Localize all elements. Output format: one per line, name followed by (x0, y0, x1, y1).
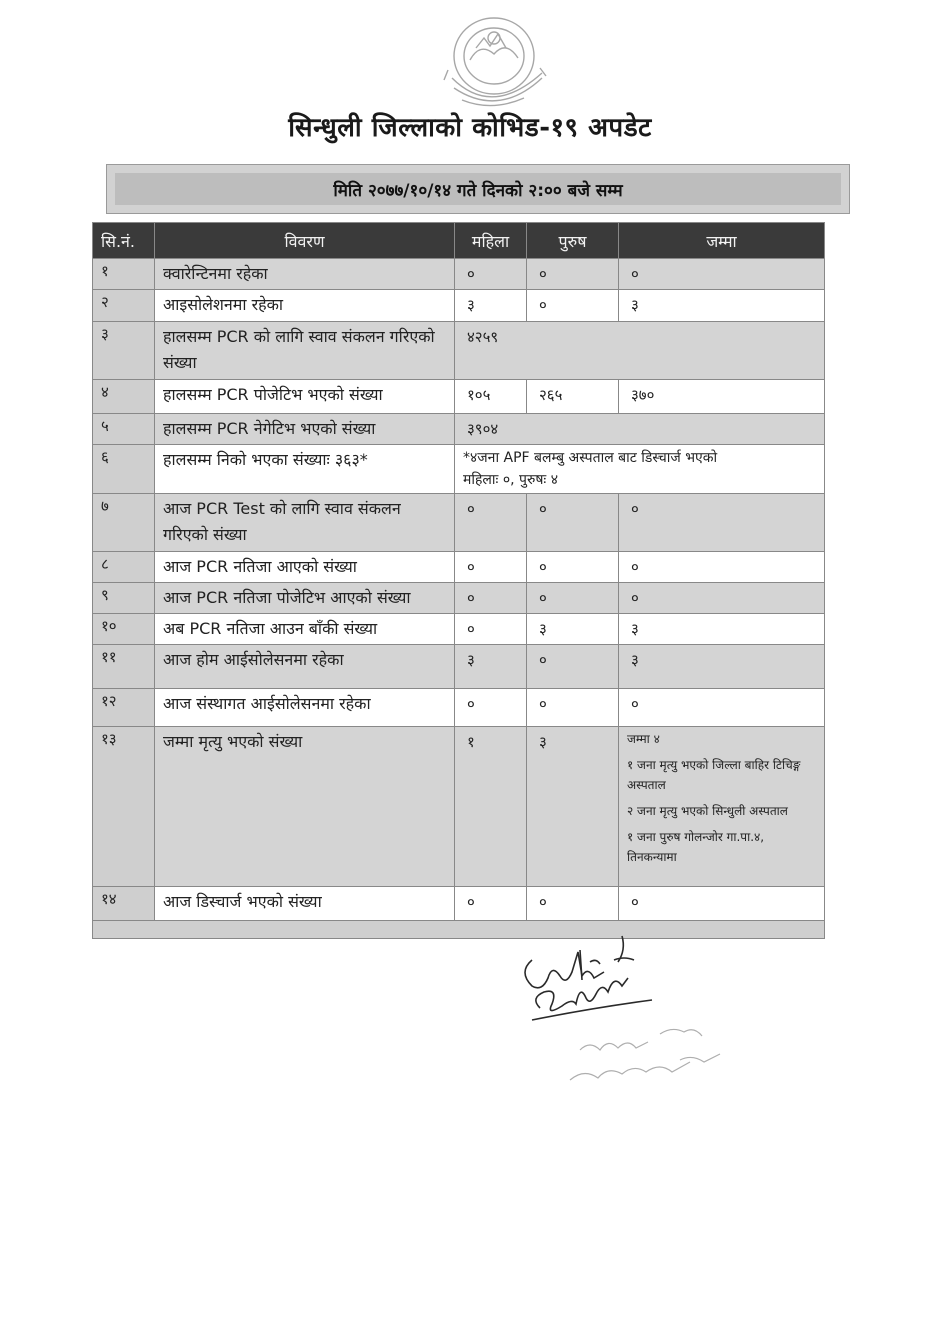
table-row (93, 290, 825, 322)
date-line: मिति २०७७/१०/१४ गते दिनको २:०० बजे सम्म (115, 173, 841, 205)
row-female: ० (455, 259, 527, 290)
row-female: ० (455, 887, 527, 921)
row-total: ३ (619, 614, 825, 645)
row-description: जम्मा मृत्यु भएको संख्या (155, 727, 455, 887)
row-sn: १४ (93, 887, 155, 921)
row-total: ३ (619, 645, 825, 689)
table-row (93, 259, 825, 290)
row-female: ३ (455, 290, 527, 322)
table-row (93, 322, 825, 380)
row-sn: ७ (93, 494, 155, 552)
row-total: ० (619, 583, 825, 614)
table-row (93, 614, 825, 645)
row-total: ० (619, 689, 825, 727)
death-note: १ जना पुरुष गोलन्जोर गा.पा.४, तिनकन्यामा (627, 830, 765, 864)
table-row (93, 552, 825, 583)
table-row (93, 727, 825, 887)
row-female: ० (455, 583, 527, 614)
row-male: ० (527, 645, 619, 689)
row-description: अब PCR नतिजा आउन बाँकी संख्या (155, 614, 455, 645)
row-sn: ४ (93, 380, 155, 414)
table-row (93, 583, 825, 614)
row-total: ० (619, 552, 825, 583)
row-value: ३९०४ (455, 414, 825, 445)
row-male: ३ (527, 727, 619, 887)
row-male: ० (527, 689, 619, 727)
row-female: ० (455, 614, 527, 645)
row-female: १०५ (455, 380, 527, 414)
table-row (93, 689, 825, 727)
government-seal-icon (432, 8, 562, 118)
row-female: ० (455, 552, 527, 583)
covid-stats-table (92, 222, 825, 939)
row-total: ० (619, 494, 825, 552)
row-male: ० (527, 259, 619, 290)
header-sn: सि.नं. (93, 223, 155, 259)
row-male: ३ (527, 614, 619, 645)
signature-stamp-icon (510, 930, 770, 1100)
row-description: क्वारेन्टिनमा रहेका (155, 259, 455, 290)
row-sn: ६ (93, 445, 155, 494)
row-sn: ८ (93, 552, 155, 583)
row-male: ० (527, 887, 619, 921)
row-male: ० (527, 583, 619, 614)
page-title: सिन्धुली जिल्लाको कोभिड-१९ अपडेट (288, 113, 652, 143)
row-female: ० (455, 689, 527, 727)
row-total: ३७० (619, 380, 825, 414)
row-description: आइसोलेशनमा रहेका (155, 290, 455, 322)
death-note: २ जना मृत्यु भएको सिन्धुली अस्पताल (627, 804, 788, 818)
row-description: आज PCR नतिजा आएको संख्या (155, 552, 455, 583)
death-note: जम्मा ४ (627, 732, 660, 746)
row-description: आज PCR Test को लागि स्वाव संकलन गरिएको संख्या (155, 494, 455, 552)
row-sn: ११ (93, 645, 155, 689)
table-row (93, 380, 825, 414)
table-row (93, 887, 825, 921)
row-description: आज होम आईसोलेसनमा रहेका (155, 645, 455, 689)
header-description: विवरण (155, 223, 455, 259)
row-male: ० (527, 290, 619, 322)
row-total: ३ (619, 290, 825, 322)
row-sn: १२ (93, 689, 155, 727)
row-sn: २ (93, 290, 155, 322)
row-description: हालसम्म PCR को लागि स्वाव संकलन गरिएको संख्या (155, 322, 455, 380)
date-band (106, 164, 850, 214)
row-sn: १ (93, 259, 155, 290)
death-note: १ जना मृत्यु भएको जिल्ला बाहिर टिचिङ्ग अस्पताल (627, 758, 801, 792)
header-female: महिला (455, 223, 527, 259)
row-sn: ३ (93, 322, 155, 380)
row-sn: ९ (93, 583, 155, 614)
row-description: हालसम्म निको भएका संख्याः ३६३* (155, 445, 455, 494)
row-description: हालसम्म PCR पोजेटिभ भएको संख्या (155, 380, 455, 414)
row-description: हालसम्म PCR नेगेटिभ भएको संख्या (155, 414, 455, 445)
row-male: ० (527, 494, 619, 552)
row-description: आज डिस्चार्ज भएको संख्या (155, 887, 455, 921)
row-male: ० (527, 552, 619, 583)
row-sn: १३ (93, 727, 155, 887)
row-total: ० (619, 887, 825, 921)
death-notes (619, 727, 825, 887)
row-value: ४२५९ (455, 322, 825, 380)
row-female: १ (455, 727, 527, 887)
recovered-breakdown: महिलाः ०, पुरुषः ४ (463, 472, 558, 488)
table-row (93, 414, 825, 445)
row-total: ० (619, 259, 825, 290)
recovered-note: *४जना APF बलम्बु अस्पताल बाट डिस्चार्ज भएको (463, 450, 718, 466)
row-sn: ५ (93, 414, 155, 445)
row-female: ० (455, 494, 527, 552)
row-sn: १० (93, 614, 155, 645)
table-row (93, 645, 825, 689)
header-total: जम्मा (619, 223, 825, 259)
table-header-row (93, 223, 825, 259)
header-male: पुरुष (527, 223, 619, 259)
row-description: आज PCR नतिजा पोजेटिभ आएको संख्या (155, 583, 455, 614)
row-female: ३ (455, 645, 527, 689)
row-note (455, 445, 825, 494)
row-description: आज संस्थागत आईसोलेसनमा रहेका (155, 689, 455, 727)
row-male: २६५ (527, 380, 619, 414)
table-row (93, 445, 825, 494)
table-row (93, 494, 825, 552)
